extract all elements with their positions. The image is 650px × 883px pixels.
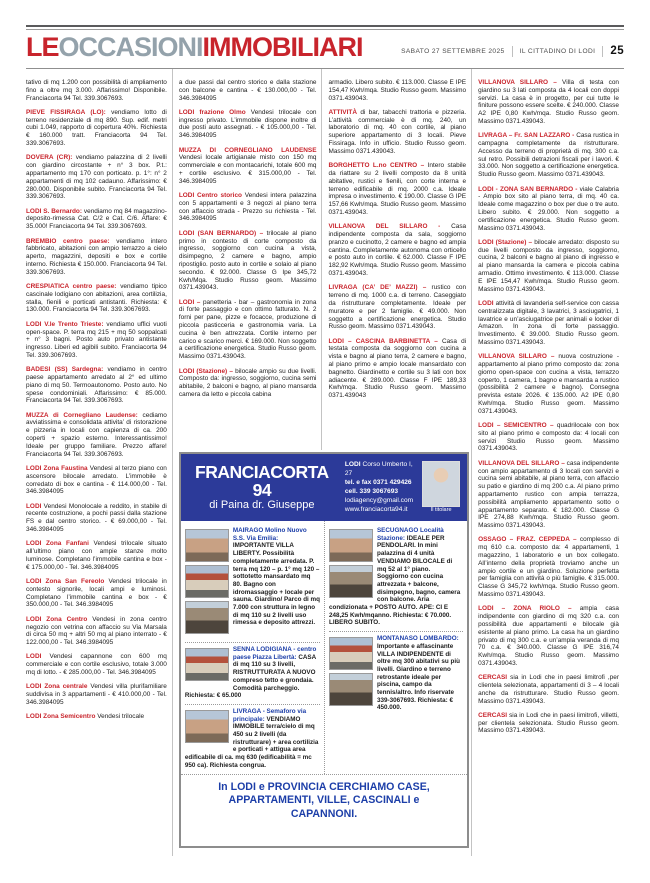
divider <box>512 46 513 57</box>
ad <box>328 162 466 217</box>
ad-body: CASA di mq 110 su 3 livelli, RISTRUTTURATA A NUOVO compreso tetto e grondaia. Comodità parcheggio. Richiesta: € 65.000 <box>184 653 316 700</box>
ad-heading: VILLANOVA DEL SILLARO - <box>328 223 441 231</box>
property-photo <box>329 673 373 706</box>
property-photo <box>185 601 229 634</box>
title-immobiliari: IMMOBILIARI <box>202 32 363 62</box>
agency-email: lodiagency@gmail.com <box>344 497 414 504</box>
ad <box>26 713 167 721</box>
ad-heading: VILLANOVA SILLARO – <box>478 79 557 86</box>
ad-body: viale Calabria - Ampio box sito al piano terra, di mq. 40 ca. Ideale come magazzino o box per due o tre auto. Libero subito. € 29.000. Non soggetto a certificazione energetica. Studio Russo geom. Massimo 0371.439043. <box>478 185 619 232</box>
ad-body: Vendesi locale artigianale misto con 150 mq commerciale e con montacarichi, totale 600 mq + cortile esclusivo. € 315.000,00 - Tel. 346.3984095 <box>178 154 317 185</box>
agency-owner: di Paina dr. Giuseppe <box>209 498 315 511</box>
ad-body: vendiamo lotto di terreno residenziale di mq 890. Sup. edif. metri cubi 1.049, rapporto di copertura 40%. Richiesta € 160.000 tratt. Franciacorta 94 Tel. 339.3067693. <box>26 108 167 148</box>
column-1 <box>26 69 172 856</box>
ad <box>478 460 619 530</box>
ad-body: vendiamo in centro paese appartamento arredato al 2° ed ultimo piano di mq 50. Termoautonomo. Posto auto. No spese condominiali. Affarissimo: € 85.000. Franciacorta 94 Tel. 339.3067693. <box>26 366 167 405</box>
agency-logo <box>187 463 337 512</box>
ad <box>26 79 167 102</box>
ad-body: bilocale ampio su due livelli. Composto da: ingresso, soggiorno, cucina semi abitabile, 2 balconi e bagno, al piano mansarda camera da letto e piccola cabina <box>178 367 317 398</box>
ad-body: vendiamo intero fabbricato, abitazioni con ampio terrazzo a cielo aperto, magazzini, depositi e box e cortile interno. Richiesta € 150.000. Franciacorta 94 Tel. 339.3067693. <box>26 237 167 276</box>
ad <box>179 230 317 292</box>
ad <box>179 147 317 186</box>
newspaper-page <box>0 25 650 856</box>
ad-heading: LODI (SAN BERNARDO) – <box>178 229 264 237</box>
ad-heading: LODI (Stazione) – <box>178 367 233 375</box>
ad-heading: LODI Zona San Fereolo <box>26 578 105 586</box>
ad <box>478 132 619 179</box>
agency-address: Corso Umberto I, 27 <box>344 461 413 477</box>
ad-heading: CERCASI <box>478 674 508 682</box>
ad-heading: LODI Zona centrale <box>26 683 88 691</box>
ad <box>478 422 619 453</box>
ad-heading: CRESPIATICA centro paese: <box>26 283 117 291</box>
ad-body: rustico con terreno di mq. 1000 c.a. di terreno. Caseggiato da ristrutturare completamente. Ideale per muratore e per 2 famiglie. € 49.000. Non soggetto a certificazione energetica. Studio Russo geom. Massimo 0371.439043. <box>328 284 467 331</box>
column-3 <box>321 69 471 450</box>
property-photo <box>185 529 229 562</box>
ad-heading: LODI Zona Faustina <box>26 464 88 472</box>
ad-heading: MONTANASO LOMBARDO: <box>376 635 459 643</box>
middle-section <box>172 69 471 856</box>
ad-body: IMPORTANTE VILLA LIBERTY. Possibilità completamente arredata. P. terra mq 120 – p. 1° mq 120 – sottotetto mansardato mq 80. Bagno con idromassaggio + locale per sauna. Giardino/ Parco di mq 7.000 con struttura in legno di mq 110 su 2 livelli uso rimessa e deposito attrezzi. <box>232 542 320 627</box>
ad <box>26 208 167 231</box>
ad-heading: LODI S. Bernardo: <box>26 207 82 215</box>
ad-body: armadio. Libero subito. € 113.000. Classe E IPE 154,47 Kwh/mqa. Studio Russo geom. Massimo 0371.439043. <box>328 79 467 102</box>
ad-body: quadrilocale con box sito al piano primo e composto da: 4 locali con servizi Studio Russo geom. Massimo 0371.439043. <box>478 422 619 453</box>
ad <box>26 465 167 496</box>
ad <box>26 503 167 534</box>
ad-body: trilocale al piano primo in contesto di corte composto da ingresso, soggiorno con cucina a vista, disimpegno, 2 camere e bagno, ampio ripostiglio. posto auto in cortile e solaio al piano secondo. € 92.000. Classe G Ipe 345,72 Kwh/Mqa. Studio Russo geom. Massimo 0371.439043. <box>178 229 317 292</box>
ad-heading: LODI <box>26 502 42 510</box>
photo-stack <box>185 529 229 637</box>
ad <box>179 109 317 140</box>
owner-photo-caption: Il titolare <box>430 506 452 513</box>
photo-stack <box>329 529 373 601</box>
ad-body: sia in Lodi che in paesi limitrofi ,per clientela selezionata, appartamenti di 3 – 4 locali anche da ristrutturare. Studio Russo geom. Massimo 0371.439043. <box>478 674 619 705</box>
ad <box>478 186 619 233</box>
ad-body: vendiamo mq 84 magazzino-deposito-rimessa Cat. C/2 e Cat. C/6. Affare: € 35.000! Franciacorta 94 Tel. 339.3067693. <box>26 207 167 231</box>
agency-listings-right <box>324 521 467 774</box>
ad-body: Vendesi al terzo piano con ascensore bilocale arredato. L’immobile è corredato di box e cantina - € 114.000,00 - Tel. 346.3984095 <box>26 464 167 496</box>
ad-heading: SECUGNAGO Località Stazione: <box>376 527 444 542</box>
property-photo <box>185 648 229 681</box>
agency-footer-slogan: In LODI e PROVINCIA CERCHIAMO CASE, APPARTAMENTI, VILLE, CASCINALI e CAPANNONI. <box>181 774 467 830</box>
agency-phone: tel. e fax 0371 429426 <box>344 479 412 486</box>
ad-body: bilocale arredato: disposto su due livelli composto da ingresso, soggiorno, cucina, 2 balconi e bagno al piano di ingresso e al piano mansarda la camera e piccola cabina armadio. Ottimo investimento. € 113.000. Classe E IPE 154,47 Kwh/mqa. Studio Russo geom. Massimo 0371.439043. <box>478 238 619 293</box>
ad-body: Vendesi trilocale in contesto signorile, locali ampi e luminosi. Completano l’immobile cantina e box - € 350.000,00 - Tel. 346.3984095 <box>26 578 167 609</box>
page-header <box>26 30 624 65</box>
ad-heading: LODI – CASCINA BARBINETTA – <box>328 337 438 345</box>
property-photo <box>185 710 229 743</box>
ad-body: nuova costruzione - appartamento al piano primo composto da: zona giorno open-space con cucina a vista, terrazzo coperto, 1 camera, 1 bagno e mansarda a rustico (possibilità 2 camere e bagno). Consegna prevista estate 2026. € 135.000. A2 IPE 0,80 Kwh/mqa. Studio Russo geom. Massimo 0371.439043. <box>478 353 619 415</box>
ad-heading: VILLANOVA DEL SILLARO – <box>478 459 565 467</box>
ad <box>26 154 167 201</box>
title-occasioni: OCCASIONI <box>58 32 203 62</box>
ad <box>26 653 167 676</box>
property-photo <box>185 565 229 598</box>
ad <box>179 368 317 399</box>
ad <box>26 109 167 148</box>
ad-body: VENDIAMO IMMOBILE terra/cielo di mq 450 su 2 livelli (da ristrutturare) + area cortilizia e porticati + attigua area edificabile di ca. mq 630 (edificabilità = mc 950 ca). Richiesta congrua. <box>184 715 319 769</box>
ad-body: casa indipendente con ampio appartamento di 3 locali con servizi e cucina semi abitabile, al piano terra, con affaccio su patio e giardino di mq 200 c.a. Al piano primo appartamento rustico con ampia terrazza, possibilità ampliamento appartamento sotto o appartamento separato. € 182.000. Classe G IPE 274,88 Kwh/mqa. Studio Russo geom. Massimo 0371.439043. <box>478 459 619 530</box>
ad <box>26 683 167 706</box>
featured-ad <box>185 704 320 774</box>
ad-heading: MUZZA DI CORNEGLIANO LAUDENSE <box>178 146 317 154</box>
ad <box>179 192 317 223</box>
ad-heading: VILLANOVA SILLARO – <box>478 353 555 361</box>
ad-body: Villa di testa con giardino su 3 lati composta da 4 locali con doppi servizi. La casa è in progetto, per cui tutte le finiture possono essere scelte. € 240.000. Classe A2 IPE 0,80 Kwh/mqa. Studio Russo geom. Massimo 0371.439043. <box>478 79 619 125</box>
ad <box>478 300 619 347</box>
ad-heading: LODI (Stazione) – <box>478 238 533 246</box>
title-le: LE <box>26 32 59 62</box>
ad-body: ampia casa indipendente con giardino di mq 320 c.a. con possibilità due appartamenti e bilocale già esistente al piano primo. La casa ha un giardino privato di mq 300 c.a. e un’ampia veranda di mq 70 c.a. € 340.000. Classe G IPE 316,74 Kwh/mqa. Studio Russo geom. Massimo 0371.439043. <box>478 605 619 667</box>
ad-body: vendiamo tipico cascinale lodigiano con abitazioni, area cortilizia, stalla, fienili e porticati antistanti. Richiesta: € 130.000. Franciacorta 94 Tel. 339.3067693. <box>26 283 167 314</box>
ad <box>328 338 466 400</box>
agency-cell: cell. 339 3067693 <box>344 488 399 495</box>
property-photo <box>329 637 373 670</box>
ad-heading: LODI – ZONA RIOLO – <box>478 605 572 613</box>
ad-body: vendiamo uffici vuoti open-space. P. terra mq 215 + mq 50 soppalcati + n° 3 bagni. Posto auto privato antistante ingresso. Liberi ed agibili subito. Franciacorta 94 Tel. 339.3067693. <box>26 320 167 359</box>
ad-heading: PIEVE FISSIRAGA (LO): <box>26 108 106 116</box>
photo-stack <box>185 648 229 684</box>
ad-heading: BREMBIO centro paese: <box>26 237 110 245</box>
ad <box>478 674 619 705</box>
ad-body: IDEALE PER PENDOLARI. In mini palazzina di 4 unità VENDIAMO BILOCALE di mq 52 al 1° piano. Soggiorno con cucina attrezzata + balcone, disimpegno, bagno, camera con balcone. Aria condizionata + POSTO AUTO. APE: CI E 248,25 Kwh/mqanno. Richiesta: € 70.000. LIBERO SUBITO. <box>328 534 461 627</box>
ad <box>478 712 619 735</box>
column-2 <box>179 69 322 450</box>
featured-ad <box>185 524 320 642</box>
ad-heading: ATTIVITÀ <box>328 108 357 116</box>
ad-body: a due passi dal centro storico e dalla stazione con balcone e cantina - € 130.000,00 - Tel. 346.3984095 <box>178 79 317 102</box>
featured-ad <box>329 631 463 716</box>
ad-heading: LIVRAGA - Semaforo via principale: <box>232 707 307 723</box>
agency-name: FRANCIACORTA 94 <box>195 461 329 500</box>
agency-banner <box>181 454 467 521</box>
ad-heading: LODI <box>26 653 42 661</box>
divider <box>602 46 603 57</box>
ad <box>478 536 619 598</box>
ad-heading: LODI Centro storico <box>178 192 242 200</box>
agency-listings <box>181 521 467 774</box>
ad-body: Importante e affascinante VILLA INDIPENDENTE di oltre mq 300 abitativi su più livelli. Giardino e terreno retrostante ideale per piscina, campo da tennis/altro. Info riservate 339-3067693. Richiesta: € 450.000. <box>376 642 460 712</box>
ad-body: cediamo avviatissima e consolidata attivita’ di ristorazione e pizzeria in locali con capienza di ca. 200 coperti + spazio esterno. Interessantissimo! Ideale per gruppo familiare. Prezzo affare! Franciacorta 94 Tel. 339.3067693. <box>26 411 167 458</box>
ad-body: Vendesi capannone con 600 mq commerciale e con cortile esclusivo, totale 3.000 mq di lotto. - € 285.000,00 - Tel. 346.3984095 <box>26 653 167 676</box>
ad-body: Casa rustica in campagna completamente da ristrutturare. Accesso da terreno di proprietà di mq. 300 c.a. sul retro. Possibili detrazioni fiscali per i lavori. € 33.000. Non soggetto a certificazione energetica. Studio Russo geom. Massimo 0371.439043. <box>478 132 619 179</box>
ad-heading: LODI <box>478 299 494 307</box>
ad <box>26 366 167 405</box>
franciacorta-agency-box <box>179 452 469 848</box>
ad <box>26 412 167 459</box>
ad <box>478 79 619 126</box>
ad <box>478 239 619 294</box>
ad-heading: BORGHETTO L.no CENTRO – <box>328 162 425 170</box>
agency-website: www.franciacorta94.it <box>344 506 408 513</box>
owner-photo <box>422 461 460 507</box>
ad <box>328 79 466 102</box>
ad-body: Intero stabile da riattare su 2 livelli composto da 8 unità abitative, rustici e fienili, con corte interna e terreno edificabile di mq. 2000 c.a. Ideale impresa o investimento. € 190.00. Classe G IPE 157,66 Kwh/mqa. Studio Russo geom. Massimo 0371.439043. <box>328 162 467 216</box>
owner-photo-block <box>421 461 461 514</box>
ad-body: sia in Lodi che in paesi limitrofi, villetti, per clientela selezionata. Studio Russo geom. Massimo 0371.439043. <box>478 711 619 735</box>
column-4 <box>471 69 624 856</box>
ad-heading: LIVRAGA (CA’ DE’ MAZZI) – <box>328 284 427 292</box>
ad-body: tativo di mq 1.200 con possibilità di ampliamento fino a oltre mq 3.000. Affarissimo! Disponibile. Franciacorta 94 Tel. 339.3067693. <box>26 79 167 102</box>
ad-heading: DOVERA (CR): <box>26 154 73 162</box>
ad <box>26 321 167 360</box>
ad-heading: LODI Zona Centro <box>26 615 88 623</box>
ad-body: Casa di testata composta da soggiorno con cucina a vista e bagno al piano terra, 2 camere e bagno, al piano primo e ampio locale mansardato con bagnetto. Giardinetto e cortile su 3 lati con box adiacente. € 289.000. Classe F IPE 189,33 Kwh/mqa. Studio Russo geom. Massimo 0371.439043 <box>328 337 467 400</box>
ad-heading: SENNA LODIGIANA - centro paese Piazza Libertà: <box>232 646 317 661</box>
ad-heading: LODI Zona Fanfani <box>26 540 89 548</box>
ad-heading: CERCASI <box>478 711 508 719</box>
ad <box>478 605 619 667</box>
ad-heading: BADESI (SS) Sardegna: <box>26 366 104 374</box>
ad-body: Vendesi villa plurifamiliare suddivisa in 3 appartamenti - € 410.000,00 - Tel. 346.3984095 <box>26 683 167 706</box>
agency-contact <box>345 460 413 514</box>
ad-body: di bar, tabacchi trattoria e pizzeria. L’attività commerciale è di mq. 240, un laboratorio di mq. 40 con cortile, al piano superiore appartamento di 3 locali. Pieve Fissiraga. Info in ufficio. Studio Russo geom. Massimo 0371.439043. <box>328 108 467 155</box>
ad <box>26 238 167 277</box>
ad-body: Vendesi trilocale <box>97 713 145 721</box>
ad-body: Vendesi trilocale con ingresso privato. L’immobile dispone inoltre di due posti auto assegnati. - € 105.000,00 - Tel. 346.3984095 <box>178 108 317 140</box>
ad-body: Vendesi intera palazzina con 5 appartamenti e 3 negozi al piano terra con affaccio strada - Prezzo su richiesta - Tel. 346.3984095 <box>178 192 317 223</box>
ad <box>179 79 317 102</box>
paper-name: IL CITTADINO DI LODI <box>519 47 596 55</box>
ad-body: Casa indipendente composta da sala, soggiorno pranzo e cucinotto, 2 camere e bagno ed ampia cantina. Completamente autonoma con orticello e posto auto in cortile. € 62.000. Classe F IPE 182,92 Kwh/mqa. Studio Russo geom. Massimo 0371.439043. <box>328 223 467 278</box>
ad <box>179 299 317 361</box>
page-title <box>26 33 363 61</box>
ad-heading: LIVRAGA – Fr. SAN LAZZARO - <box>478 132 575 140</box>
ad <box>26 578 167 609</box>
ad-heading: OSSAGO – FRAZ. CEPPEDA – <box>478 536 577 544</box>
ad-heading: MUZZA di Cornegliano Laudense: <box>26 411 138 419</box>
ad-body: Vendesi Monolocale a reddito, in stabile di recente costruzione, a pochi passi dalla stazione FS e dal centro storico. - € 69.000,00 - Tel. 346.3984095 <box>26 502 167 534</box>
property-photo <box>329 529 373 562</box>
ad-heading: LODI frazione Olmo <box>178 108 246 116</box>
ad-body: complesso di mq 610 c.a. composto da: 4 appartamenti, 1 magazzino, 1 laboratorio e un box collegato. All’interno della proprietà troviamo anche un ampio cortile e un giardino. Soluzione perfetta per famiglia con attività o più famiglie. € 315.000. Classe G 345,72 kwh/mqa. Studio Russo geom. Massimo 0371.439043. <box>478 536 619 599</box>
ad-heading: LODI – SEMICENTRO – <box>478 422 554 430</box>
ad-heading: MAIRAGO Molino Nuovo S.S. Via Emilia: <box>232 527 307 542</box>
middle-top-columns <box>179 69 471 450</box>
photo-stack <box>185 710 229 746</box>
ad-body: panetteria - bar – gastronomia in zona di forte passaggio e con ottimo fatturato. N. 2 forni per pane, pizze e focacce, produzione di piccola pasticceria e gastronomia varia. La cucina è ben attrezzata. Cortile interno per carico e scarico merci. € 169.000. Non soggetto a certificazione energetica. Studio Russo geom. Massimo 0371.439043. <box>178 298 317 361</box>
ad <box>328 223 466 278</box>
header-meta <box>401 45 624 61</box>
ad <box>26 540 167 571</box>
agency-city: LODI <box>344 461 361 468</box>
ad <box>478 353 619 415</box>
ad-heading: LODI V.le Trento Trieste: <box>26 320 104 328</box>
agency-listings-left <box>181 521 324 774</box>
photo-stack <box>329 637 373 709</box>
ad-body: attività di lavanderia self-service con cassa centralizzata digitale, 3 lavatrici, 3 asciugatrici, 1 lavatrice e un’asciugatrice per animali e locker di Amazon. In zona di forte passaggio. Investimento. € 39.000. Studio Russo geom. Massimo 0371.439043. <box>478 299 619 346</box>
ad-heading: LODI - ZONA SAN BERNARDO - <box>478 185 578 193</box>
ad-body: Vendesi in zona centro negozio con vetrina con affaccio su Via Marsala di circa 50 mq + altri 50 mq al piano interrato - € 122.000,00 - Tel. 346.3984095 <box>26 615 167 647</box>
property-photo <box>329 565 373 598</box>
ad <box>328 109 466 156</box>
ad-body: vendiamo palazzina di 2 livelli con giardino circostante + n° 3 box. P.t.: appartamento mq 170 con porticato. p. 1°: n° 2 appartamenti di mq 102 cadauno. Affarissimo: € 280.000. Disponibile subito. Franciacorta 94 Tel. 339.3067693. <box>26 154 167 201</box>
ad-heading: LODI – <box>178 298 201 306</box>
ad-body: Vendesi trilocale situato all’ultimo piano con ampie stanze molto luminose. Completano l’immobile cantina e box - € 175.000,00 - Tel. 346.3984095 <box>26 540 167 571</box>
featured-ad <box>329 524 463 631</box>
featured-ad <box>185 642 320 704</box>
page-number: 25 <box>610 45 624 57</box>
ad <box>26 283 167 314</box>
classifieds-columns <box>26 68 624 856</box>
issue-date: SABATO 27 SETTEMBRE 2025 <box>401 47 505 55</box>
ad <box>328 284 466 331</box>
ad <box>26 616 167 647</box>
ad-heading: LODI Zona Semicentro <box>26 713 96 721</box>
